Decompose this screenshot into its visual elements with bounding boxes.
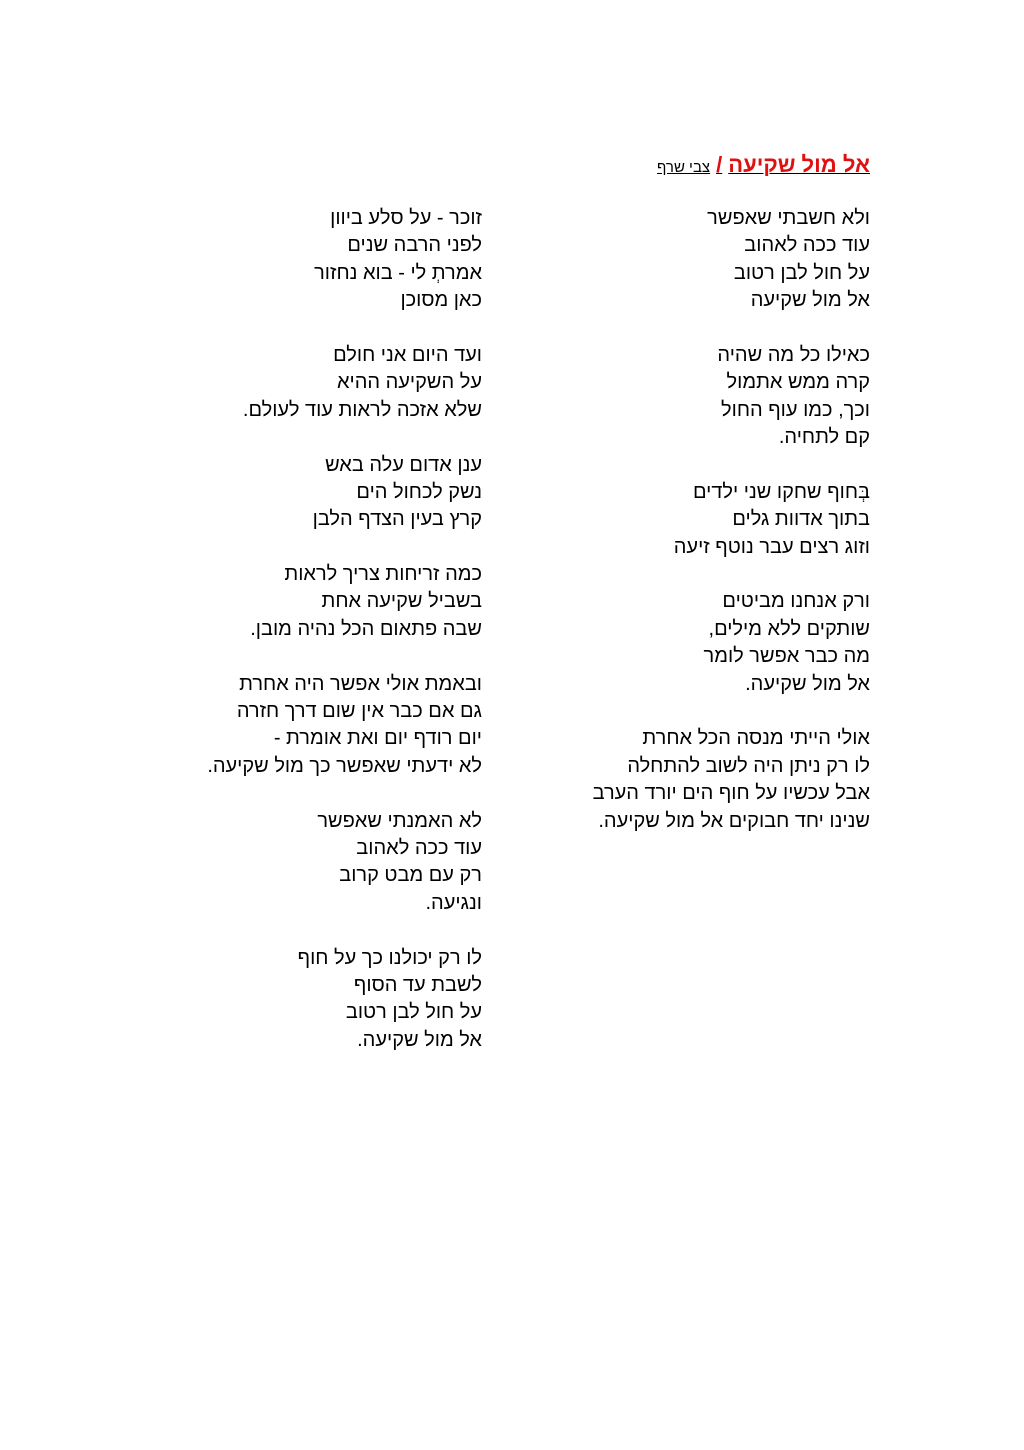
poem-line: עוד ככה לאהוב — [356, 836, 482, 859]
poem-header — [657, 148, 870, 185]
poem-line: ולא חשבתי שאפשר — [707, 207, 870, 229]
poem-line: כמה זריחות צריך לראות — [284, 563, 482, 586]
poem-line: על חול לבן רטוב — [733, 261, 870, 284]
stanza — [142, 671, 482, 781]
stanza — [142, 808, 482, 918]
poem-author: צבי שרף — [657, 159, 711, 176]
poem-line: בתוך אדוות גלים — [732, 508, 870, 531]
poem-line: כאילו כל מה שהיה — [717, 343, 870, 366]
poem-line: לו רק יכולנו כך על חוף — [297, 946, 482, 969]
poem-line: קרה ממש אתמול — [726, 371, 870, 394]
stanza — [142, 561, 482, 643]
poem-line: לא האמנתי שאפשר — [317, 809, 482, 832]
poem-line: רק עם מבט קרוב — [339, 864, 482, 887]
poem-line: שבה פתאום הכל נהיה מובן. — [250, 617, 482, 640]
stanza — [540, 725, 870, 835]
poem-line: לא ידעתי שאפשר כך מול שקיעה. — [207, 754, 482, 777]
stanza — [142, 342, 482, 424]
poem-line: לפני הרבה שנים — [347, 234, 482, 257]
poem-line: נשק לכחול הים — [356, 480, 482, 503]
poem-line: ענן אדום עלה באש — [325, 453, 482, 476]
poem-line: על השקיעה ההיא — [336, 371, 482, 394]
poem-line: אמרתְ לי - בוא נחזור — [314, 261, 482, 284]
stanza — [142, 205, 482, 315]
poem-line: אל מול שקיעה. — [745, 672, 870, 695]
poem-line: בְּחוף שחקו שני ילדים — [692, 480, 870, 503]
poem-line: לו רק ניתן היה לשוב להתחלה — [627, 754, 870, 777]
poem-line: אבל עכשיו על חוף הים יורד הערב — [592, 782, 870, 805]
poem-line: מה כבר אפשר לומר — [703, 645, 870, 668]
poem-line: קרץ בעין הצדף הלבן — [312, 508, 482, 531]
poem-line: אל מול שקיעה. — [357, 1028, 482, 1051]
stanza — [540, 342, 870, 452]
poem-line: וזוג רצים עבר נוטף זיעה — [673, 535, 870, 558]
poem-title: אל מול שקיעה — [728, 152, 870, 177]
poem-line: שלא אזכה לראות עוד לעולם. — [242, 398, 482, 421]
poem-line: גם אם כבר אין שום דרך חזרה — [236, 700, 482, 723]
title-separator: / — [716, 152, 723, 177]
poem-line: כאן מסוכן — [400, 289, 482, 312]
poem-line: ועד היום אני חולם — [333, 343, 482, 366]
poem-line: ורק אנחנו מביטים — [722, 590, 870, 613]
poem-line: שותקים ללא מילים, — [708, 617, 870, 640]
poem-line: זוכר - על סלע ביוון — [330, 207, 482, 229]
stanza — [142, 945, 482, 1055]
stanza — [142, 452, 482, 534]
poem-line: שנינו יחד חבוקים אל מול שקיעה. — [598, 809, 870, 832]
poem-line: ובאמת אולי אפשר היה אחרת — [239, 672, 482, 695]
poem-line: עוד ככה לאהוב — [744, 234, 870, 257]
poem-line: אולי הייתי מנסה הכל אחרת — [642, 727, 870, 750]
stanza — [540, 205, 870, 315]
poem-column-right — [540, 205, 870, 862]
poem-line: ונגיעה. — [425, 891, 482, 914]
stanza — [540, 479, 870, 561]
poem-line: על חול לבן רטוב — [345, 1001, 482, 1024]
poem-line: וכך, כמו עוף החול — [721, 398, 870, 421]
stanza — [540, 588, 870, 698]
poem-column-left — [142, 205, 482, 1082]
poem-line: יום רודף יום ואת אומרת - — [273, 727, 482, 750]
poem-line: קם לתחיה. — [778, 426, 870, 449]
poem-line: בשביל שקיעה אחת — [321, 590, 482, 613]
poem-line: אל מול שקיעה — [750, 289, 870, 312]
poem-line: לשבת עד הסוף — [353, 973, 482, 996]
